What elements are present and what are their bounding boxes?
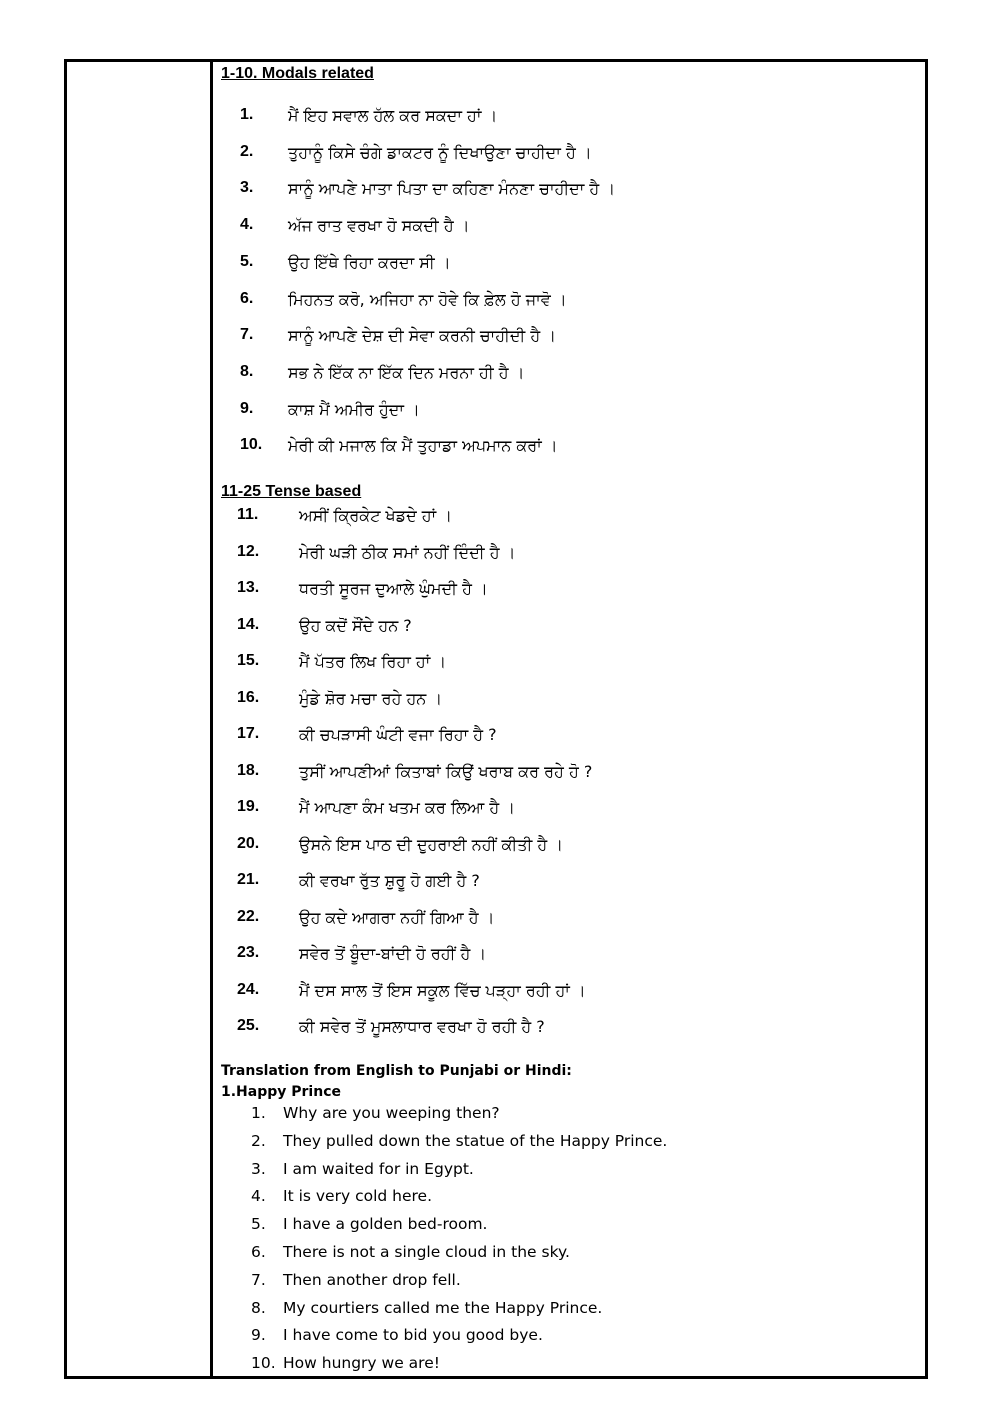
modals-item-text: ਮੇਰੀ ਕੀ ਮਜਾਲ ਕਿ ਮੈਂ ਤੁਹਾਡਾ ਅਪਮਾਨ ਕਰਾਂ । (288, 436, 558, 456)
translation-item-text: My courtiers called me the Happy Prince. (283, 1298, 603, 1317)
translation-item-text: It is very cold here. (283, 1187, 432, 1206)
tense-item-text: ਮੇਰੀ ਘੜੀ ਠੀਕ ਸਮਾਂ ਨਹੀਂ ਦਿੰਦੀ ਹੈ । (299, 542, 516, 562)
modals-item-text: ਅੱਜ ਰਾਤ ਵਰਖਾ ਹੋ ਸਕਦੀ ਹੈ । (288, 216, 470, 236)
tense-item-number: 18. (237, 761, 260, 779)
tense-item-text: ਮੁੰਡੇ ਸ਼ੋਰ ਮਚਾ ਰਹੇ ਹਨ । (299, 688, 443, 708)
translation-item-number: 10. (251, 1354, 276, 1373)
translation-item-number: 9. (251, 1326, 266, 1345)
translation-item-text: I am waited for in Egypt. (283, 1159, 474, 1178)
tense-item-number: 15. (237, 652, 260, 669)
tense-item-text: ਮੈਂ ਦਸ ਸਾਲ ਤੋਂ ਇਸ ਸਕੂਲ ਵਿੱਚ ਪੜ੍ਹਾ ਰਹੀ ਹਾਂ । (299, 980, 586, 1000)
translation-item (251, 1354, 871, 1378)
tense-item-text: ਮੈਂ ਪੱਤਰ ਲਿਖ ਰਿਹਾ ਹਾਂ । (299, 652, 447, 671)
tense-item-number: 11. (237, 506, 259, 523)
tense-item-text: ਕੀ ਚਪੜਾਸੀ ਘੰਟੀ ਵਜਾ ਰਿਹਾ ਹੈ ? (299, 725, 497, 744)
translation-item-number: 8. (251, 1298, 266, 1317)
tense-item (237, 689, 857, 713)
tense-item (237, 543, 857, 567)
tense-item-number: 23. (237, 944, 260, 961)
tense-item (237, 798, 857, 822)
translation-item-text: Then another drop fell. (283, 1270, 461, 1289)
tense-item (237, 1017, 857, 1041)
tense-item (237, 506, 857, 530)
tense-item (237, 835, 857, 859)
modals-item-number: 2. (240, 142, 254, 160)
modals-item (240, 253, 860, 277)
translation-item-number: 7. (251, 1270, 266, 1289)
modals-item-number: 3. (240, 179, 254, 197)
modals-item (240, 216, 860, 240)
translation-item (251, 1132, 871, 1156)
column-divider (210, 62, 213, 1376)
modals-item-text: ਤੁਹਾਨੂੰ ਕਿਸੇ ਚੰਗੇ ਡਾਕਟਰ ਨੂੰ ਦਿਖਾਉਣਾ ਚਾਹੀਦਾ ਹੈ । (288, 142, 592, 162)
tense-item-number: 19. (237, 798, 260, 815)
tense-item-number: 21. (237, 871, 260, 888)
translation-item (251, 1271, 871, 1295)
tense-item-text: ਉਸਨੇ ਇਸ ਪਾਠ ਦੀ ਦੁਹਰਾਈ ਨਹੀਂ ਕੀਤੀ ਹੈ । (299, 834, 564, 854)
translation-item (251, 1160, 871, 1184)
modals-item-number: 4. (240, 216, 254, 234)
tense-item-number: 14. (237, 615, 260, 633)
translation-heading: Translation from English to Punjabi or Hindi: (221, 1063, 572, 1079)
modals-item-number: 8. (240, 362, 254, 380)
tense-item-number: 13. (237, 579, 260, 596)
translation-item-text: Why are you weeping then? (283, 1104, 500, 1122)
translation-item-number: 5. (251, 1215, 266, 1234)
tense-item (237, 871, 857, 895)
modals-item-number: 1. (240, 106, 254, 123)
translation-item (251, 1187, 871, 1211)
tense-item-number: 22. (237, 907, 260, 925)
modals-item (240, 179, 860, 203)
translation-item-number: 6. (251, 1243, 266, 1261)
tense-item (237, 981, 857, 1005)
modals-item (240, 106, 860, 130)
translation-item-text: How hungry we are! (283, 1354, 440, 1373)
translation-item (251, 1104, 871, 1128)
tense-heading: 11-25 Tense based (221, 483, 362, 500)
translation-item (251, 1243, 871, 1267)
tense-item-text: ਧਰਤੀ ਸੂਰਜ ਦੁਆਲੇ ਘੁੰਮਦੀ ਹੈ । (299, 579, 488, 598)
tense-item-text: ਕੀ ਵਰਖਾ ਰੁੱਤ ਸ਼ੁਰੂ ਹੋ ਗਈ ਹੈ ? (299, 871, 480, 890)
modals-item-text: ਕਾਸ਼ ਮੈਂ ਅਮੀਰ ਹੁੰਦਾ । (288, 399, 420, 419)
tense-item (237, 762, 857, 786)
modals-item-text: ਉਹ ਇੱਥੇ ਰਿਹਾ ਕਰਦਾ ਸੀ । (288, 252, 451, 272)
translation-subheading: 1.Happy Prince (221, 1084, 341, 1100)
tense-item-text: ਤੁਸੀਂ ਆਪਣੀਆਂ ਕਿਤਾਬਾਂ ਕਿਉਂ ਖਰਾਬ ਕਰ ਰਹੇ ਹੋ ? (299, 761, 593, 781)
modals-heading: 1-10. Modals related (221, 65, 374, 82)
modals-item-number: 9. (240, 399, 254, 417)
modals-item-number: 10. (240, 436, 263, 454)
tense-item-text: ਉਹ ਕਦੋਂ ਸੌਂਦੇ ਹਨ ? (299, 615, 412, 635)
page-table-frame (64, 59, 928, 1379)
tense-item-text: ਅਸੀਂ ਕ੍ਰਿਕੇਟ ਖੇਡਦੇ ਹਾਂ । (299, 506, 453, 525)
translation-item-text: They pulled down the statue of the Happy Prince. (283, 1131, 668, 1150)
tense-item (237, 652, 857, 676)
modals-item-text: ਸਭ ਨੇ ਇੱਕ ਨਾ ਇੱਕ ਦਿਨ ਮਰਨਾ ਹੀ ਹੈ । (288, 362, 525, 382)
tense-item-text: ਸਵੇਰ ਤੋਂ ਬੂੰਦਾ-ਬਾਂਦੀ ਹੋ ਰਹੀਂ ਹੈ । (299, 944, 487, 963)
translation-item-text: I have a golden bed-room. (283, 1215, 488, 1234)
tense-item (237, 944, 857, 968)
modals-item (240, 290, 860, 314)
translation-item (251, 1326, 871, 1350)
modals-item (240, 143, 860, 167)
modals-item-text: ਮਿਹਨਤ ਕਰੋ, ਅਜਿਹਾ ਨਾ ਹੋਵੇ ਕਿ ਫ਼ੇਲ ਹੋ ਜਾਵੋ । (288, 289, 567, 309)
translation-item-text: I have come to bid you good bye. (283, 1326, 543, 1345)
tense-item-number: 16. (237, 688, 260, 706)
tense-item-number: 20. (237, 834, 260, 852)
translation-item-number: 4. (251, 1187, 266, 1206)
tense-item (237, 579, 857, 603)
translation-item (251, 1299, 871, 1323)
tense-item-number: 25. (237, 1017, 260, 1034)
tense-item (237, 616, 857, 640)
tense-item-text: ਮੈਂ ਆਪਣਾ ਕੰਮ ਖਤਮ ਕਰ ਲਿਆ ਹੈ । (299, 798, 516, 817)
modals-item-number: 5. (240, 252, 254, 270)
modals-item (240, 363, 860, 387)
translation-item-number: 3. (251, 1159, 266, 1178)
tense-item-text: ਕੀ ਸਵੇਰ ਤੋਂ ਮੂਸਲਾਧਾਰ ਵਰਖਾ ਹੋ ਰਹੀ ਹੈ ? (299, 1017, 545, 1036)
modals-item-text: ਸਾਨੂੰ ਆਪਣੇ ਮਾਤਾ ਪਿਤਾ ਦਾ ਕਹਿਣਾ ਮੰਨਣਾ ਚਾਹੀਦਾ ਹੈ । (288, 179, 616, 199)
translation-item-number: 1. (251, 1104, 266, 1122)
modals-item-number: 7. (240, 326, 254, 344)
modals-item (240, 326, 860, 350)
modals-item-text: ਮੈਂ ਇਹ ਸਵਾਲ ਹੱਲ ਕਰ ਸਕਦਾ ਹਾਂ । (288, 106, 498, 125)
tense-item (237, 725, 857, 749)
modals-item (240, 400, 860, 424)
translation-item (251, 1215, 871, 1239)
tense-item (237, 908, 857, 932)
tense-item-number: 24. (237, 980, 260, 998)
translation-item-text: There is not a single cloud in the sky. (283, 1243, 570, 1261)
modals-item-number: 6. (240, 289, 254, 307)
tense-item-text: ਉਹ ਕਦੇ ਆਗਰਾ ਨਹੀਂ ਗਿਆ ਹੈ । (299, 907, 495, 927)
translation-item-number: 2. (251, 1131, 266, 1150)
modals-item-text: ਸਾਨੂੰ ਆਪਣੇ ਦੇਸ਼ ਦੀ ਸੇਵਾ ਕਰਨੀ ਚਾਹੀਦੀ ਹੈ । (288, 326, 557, 346)
tense-item-number: 17. (237, 725, 260, 742)
modals-item (240, 436, 860, 460)
tense-item-number: 12. (237, 542, 260, 560)
